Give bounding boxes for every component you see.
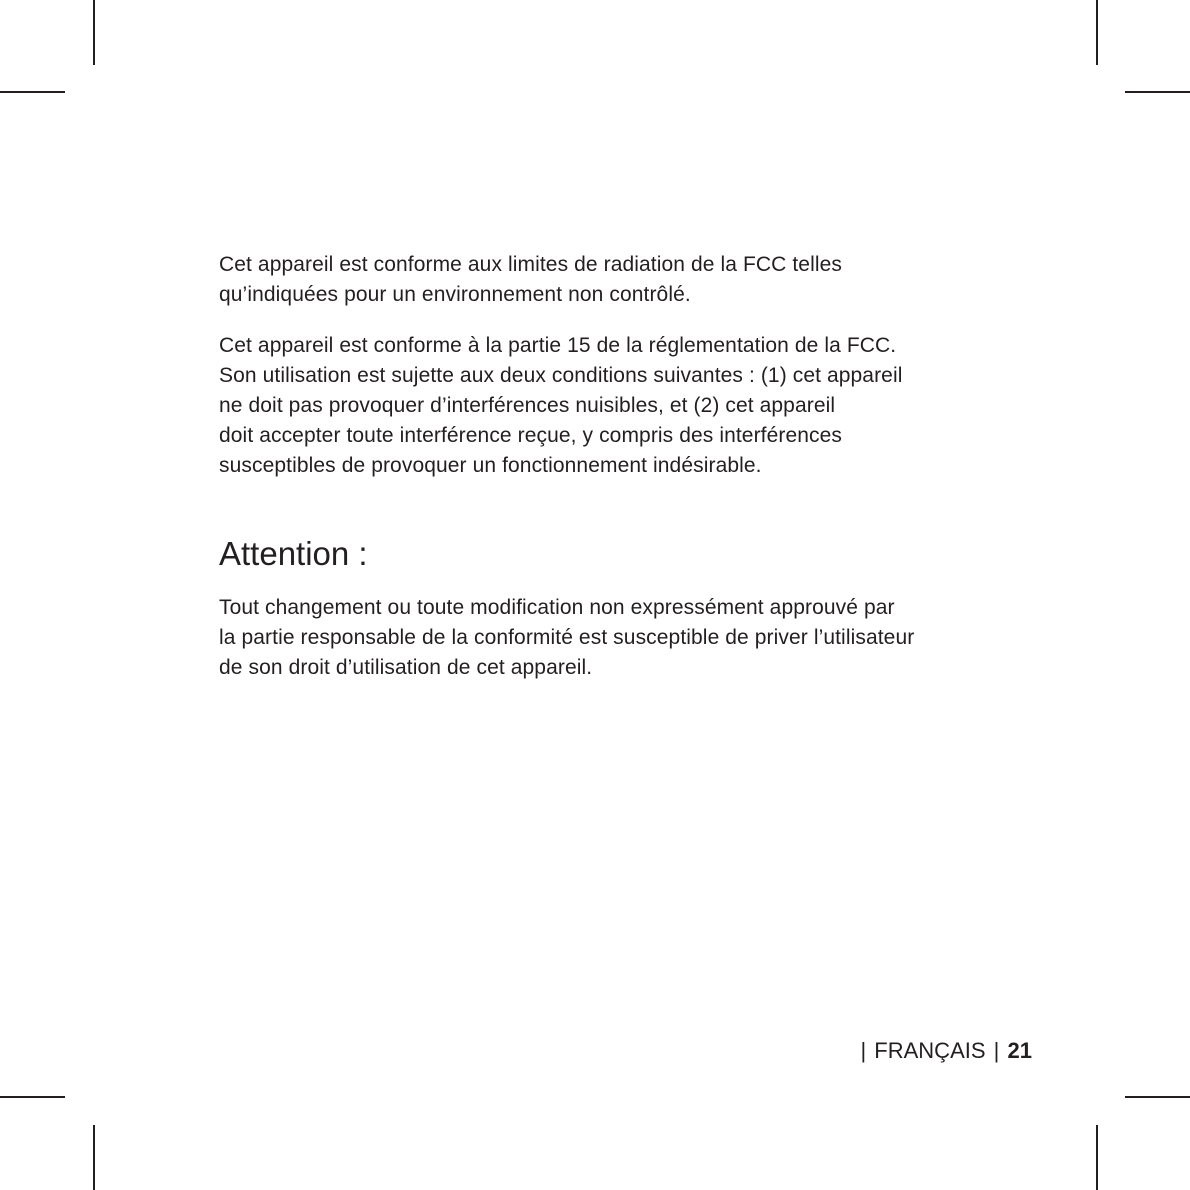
footer-language: FRANÇAIS [874, 1038, 986, 1063]
crop-mark-bottom-right-horizontal [1125, 1096, 1190, 1098]
footer-separator-left: | [860, 1038, 867, 1063]
footer-separator-right: | [993, 1038, 1000, 1063]
paragraph-line: la partie responsable de la conformité est susceptible de priver l’utilisateur [219, 626, 915, 649]
paragraph-line: Cet appareil est conforme à la partie 15 de la réglementation de la FCC. [219, 334, 897, 357]
paragraph-line: ne doit pas provoquer d’interférences nuisibles, et (2) cet appareil [219, 394, 836, 417]
paragraph-line: doit accepter toute interférence reçue, y compris des interférences [219, 424, 843, 447]
paragraph-line: Son utilisation est sujette aux deux conditions suivantes : (1) cet appareil [219, 364, 903, 387]
paragraph-line: susceptibles de provoquer un fonctionnement indésirable. [219, 454, 762, 477]
page-footer [858, 1036, 1032, 1066]
crop-mark-bottom-right-vertical [1096, 1125, 1098, 1190]
page-content [219, 250, 1049, 683]
paragraph-line: Cet appareil est conforme aux limites de radiation de la FCC telles [219, 253, 842, 276]
crop-mark-bottom-left-horizontal [0, 1096, 65, 1098]
fcc-part15-paragraph [219, 331, 1049, 481]
paragraph-line: qu’indiquées pour un environnement non contrôlé. [219, 283, 691, 306]
crop-mark-top-left-horizontal [0, 91, 65, 93]
crop-mark-bottom-left-vertical [93, 1125, 95, 1190]
paragraph-line: de son droit d’utilisation de cet appareil. [219, 656, 593, 679]
crop-mark-top-right-vertical [1096, 0, 1098, 65]
crop-mark-top-right-horizontal [1125, 91, 1190, 93]
paragraph-line: Tout changement ou toute modification non expressément approuvé par [219, 596, 895, 619]
fcc-radiation-paragraph [219, 250, 1049, 310]
crop-mark-top-left-vertical [93, 0, 95, 65]
attention-heading: Attention : [219, 535, 368, 572]
page-number: 21 [1007, 1038, 1032, 1063]
attention-paragraph [219, 593, 1049, 683]
